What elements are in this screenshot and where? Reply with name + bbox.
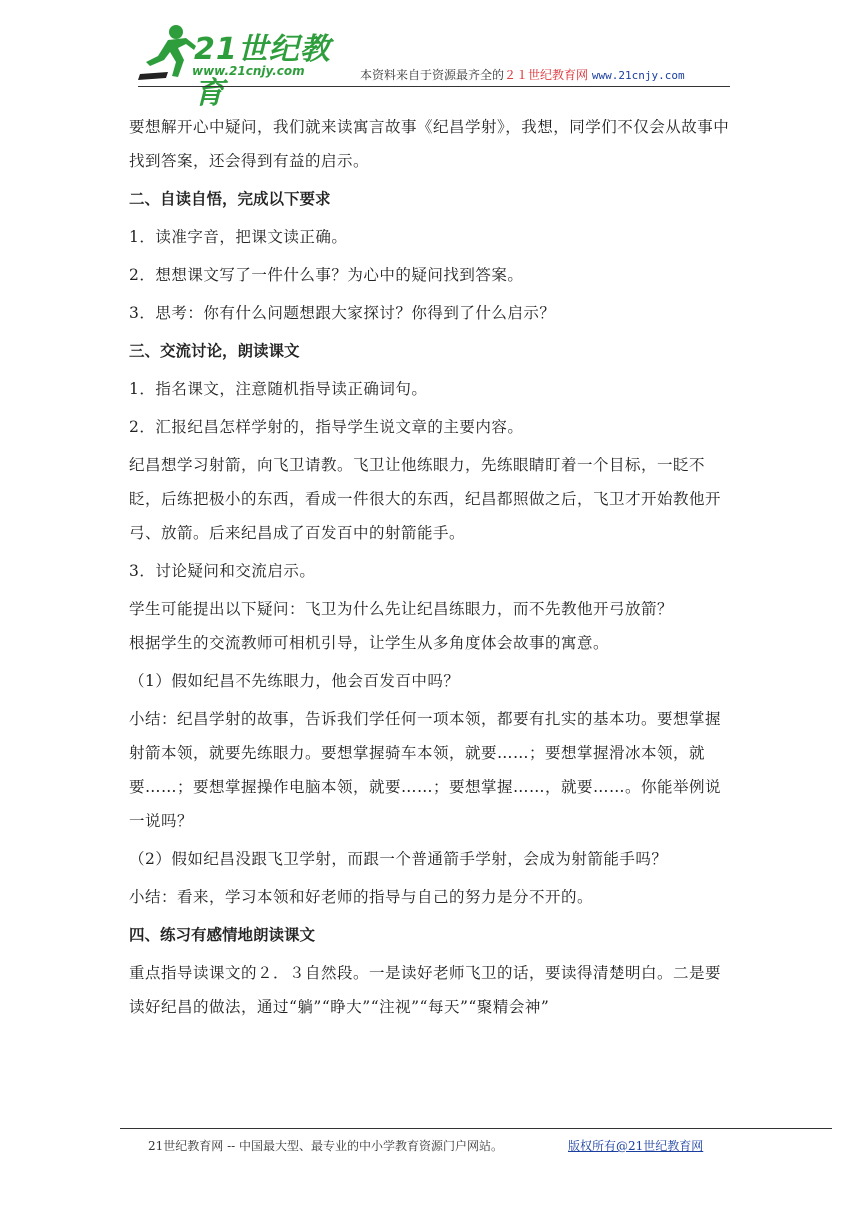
question-1: （1）假如纪昌不先练眼力，他会百发百中吗？	[129, 672, 460, 690]
section-heading-2: 二、自读自悟，完成以下要求	[129, 190, 331, 208]
section3-item-3: 3．讨论疑问和交流启示。	[129, 562, 316, 580]
conclusion-1: 小结：纪昌学射的故事，告诉我们学任何一项本领，都要有扎实的基本功。要想掌握射箭本领，就要先练眼力。要想掌握骑车本领，就要……；要想掌握滑冰本领，就要……；要想掌握操作电脑本领，就要……；要想掌握……，就要……。你能举例说一说吗？	[129, 710, 722, 830]
document-body	[129, 110, 735, 1024]
conclusion-2: 小结：看来，学习本领和好老师的指导与自己的努力是分不开的。	[129, 888, 594, 906]
header-note	[360, 66, 685, 83]
header-note-prefix: 本资料来自于资源最齐全的	[360, 68, 505, 82]
logo-url: www.21cnjy.com	[192, 64, 305, 78]
footer-divider	[120, 1128, 832, 1129]
header-url-link[interactable]: www.21cnjy.com	[591, 69, 685, 82]
logo-text: 21世纪教育	[194, 32, 331, 111]
runner-logo-icon	[138, 22, 198, 82]
section-heading-4: 四、练习有感情地朗读课文	[129, 926, 316, 944]
section3-item-1: 1．指名课文，注意随机指导读正确词句。	[129, 380, 428, 398]
section4-text: 重点指导读课文的２．３自然段。一是读好老师飞卫的话，要读得清楚明白。二是要读好纪昌的做法，通过“躺”“睁大”“注视”“每天”“聚精会神”	[129, 964, 722, 1016]
question-2: （2）假如纪昌没跟飞卫学射，而跟一个普通箭手学射，会成为射箭能手吗？	[129, 850, 668, 868]
header-divider	[138, 86, 730, 87]
section2-item-3: 3．思考：你有什么问题想跟大家探讨？你得到了什么启示？	[129, 304, 556, 322]
section2-item-1: 1．读准字音，把课文读正确。	[129, 228, 348, 246]
intro-paragraph: 要想解开心中疑问，我们就来读寓言故事《纪昌学射》，我想，同学们不仅会从故事中找到答案，还会得到有益的启示。	[129, 118, 730, 170]
site-logo	[138, 22, 338, 111]
section-heading-3: 三、交流讨论，朗读课文	[129, 342, 300, 360]
footer-copyright-link[interactable]: 版权所有@21世纪教育网	[568, 1139, 704, 1153]
page-header	[0, 0, 860, 111]
teacher-guide: 根据学生的交流教师可相机引导，让学生从多角度体会故事的寓意。	[129, 634, 610, 652]
header-brand-link[interactable]: ２１世纪教育网	[504, 68, 589, 82]
page-footer	[148, 1137, 704, 1154]
section3-item-2: 2．汇报纪昌怎样学射的，指导学生说文章的主要内容。	[129, 418, 524, 436]
footer-left-text: 21世纪教育网 -- 中国最大型、最专业的中小学教育资源门户网站。	[148, 1139, 504, 1153]
story-summary: 纪昌想学习射箭，向飞卫请教。飞卫让他练眼力，先练眼睛盯着一个目标，一眨不眨，后练把极小的东西，看成一件很大的东西，纪昌都照做之后，飞卫才开始教他开弓、放箭。后来纪昌成了百发百中的射箭能手。	[129, 456, 722, 542]
section2-item-2: 2．想想课文写了一件什么事？为心中的疑问找到答案。	[129, 266, 524, 284]
student-question: 学生可能提出以下疑问：飞卫为什么先让纪昌练眼力，而不先教他开弓放箭？	[129, 600, 674, 618]
